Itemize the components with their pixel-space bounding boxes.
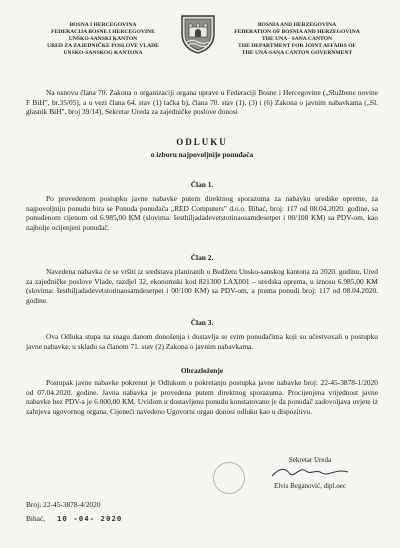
header-right-line: BOSNIA AND HERZEGOVINA <box>257 22 337 28</box>
header-left-line: UNSKO-SANSKOG KANTONA <box>63 50 143 56</box>
article-2-text: Navedena nabavka će se vršiti iz sredstava planiranih u Budžetu Unsko-sanskog kantona za 2020. godinu, Ured za zajedničke poslove Vlade, razdjel 32, ekonomski kod 821300 LAX001 – uredska oprema, u iznosu 6.985,00 KM (slovima: šesthiljadadevetstotinaosamdesetpet i 00/100 KM) sa PDV-om, a prema ponudi broj: 117 od 08.04.2020. godine. <box>26 267 378 305</box>
article-1-text: Po provedenom postupku javne nabavke putem direktnog sporazuma za nabavku uredske opreme, za najpovoljniju ponudu bira se Ponuda ponuđača „RED Computers" d.o.o. Bihać, broj: 117 od 08.04.2020. godine, sa ponuđenom cijenom od 6.985,00 KM (slovima: šesthiljadadevetstotinaosamdesetpet i 00/100 KM) sa PDV-om, kao najbolje ocijenjeni ponuđač. <box>26 194 378 232</box>
handwritten-signature-icon <box>250 465 370 479</box>
article-3-heading: Član 3. <box>190 318 214 327</box>
header-left-line: FEDERACIJA BOSNE I HERCEGOVINE <box>51 29 155 35</box>
header-left <box>18 22 188 57</box>
header-right-line: THE UNA-SANA CANTON GOVERNMENT <box>241 50 353 56</box>
document-subtitle: o izboru najpovoljnije ponuđača <box>150 150 254 159</box>
official-stamp-icon <box>213 462 245 494</box>
document-title: ODLUKU <box>176 137 228 147</box>
document-place: Bihać, <box>26 514 46 523</box>
article-1-heading: Član 1. <box>190 180 214 189</box>
header-right-line: FEDERATION OF BOSNIA AND HERZEGOVINA <box>234 29 360 35</box>
header-left-line: URED ZA ZAJEDNIČKE POSLOVE VLADE <box>47 43 159 49</box>
reasoning-heading: Obrazloženje <box>180 366 224 375</box>
preamble: Na osnovu člana 70. Zakona o organizaciji organa uprave u Federaciji Bosne i Hercegovine („Službene novine F BiH", br.35/05), a u vezi člana 64. stav (1) tačka b), člana 70. stav (1), (3) i (6) Zakona o javnim nabavkama („Sl. glasnik BiH", broj 39/14), Sekretar Ureda za zajedničke poslove donosi <box>26 88 378 117</box>
reasoning-text: Postupak javne nabavke pokrenut je Odlukom o pokretanju postupka javne nabavke broj: 22-45-3878-1/2020 od 07.04.2020. godine. Javna nabavka je provedena putem direktnog sporazuma. Procijenjena vrijednost javne nabavke bez PDV-a je 6.000,00 KM. Uvidom u dostavljenu ponudu konstatovano je da ponuđač zadovoljava uvjete iz zahtjeva ugovornog organa. Cijeneći navedeno Ugovorni organ donosi odluku kao u dispozitivu. <box>26 378 378 416</box>
header-right-line: THE DEPARTMENT FOR JOINT AFFAIRS OF <box>238 43 356 49</box>
document-date-line <box>26 514 122 524</box>
signature-title: Sekretar Ureda <box>288 456 332 464</box>
signatory-name: Elvis Beganović, dipl.oec <box>274 482 346 490</box>
header-left-line: BOSNA I HERCEGOVINA <box>69 22 137 28</box>
header-right-line: THE UNA - SANA CANTON <box>261 36 333 42</box>
document-date: 10 -04- 2020 <box>56 514 123 523</box>
header-right <box>212 22 382 57</box>
document-number: Broj: 22-45-3878-4/2020 <box>26 500 101 509</box>
header-left-line: UNSKO-SANSKI KANTON <box>68 36 138 42</box>
signature-block <box>250 456 370 491</box>
article-3-text: Ova Odluka stupa na snagu danom donošenja i dostavlja se svim ponuđačima koji su učestvovali u postupku javne nabavke, u skladu sa članom 71. stav (2) Zakona o javnim nabavkama. <box>26 332 378 351</box>
article-2-heading: Član 2. <box>190 253 214 262</box>
